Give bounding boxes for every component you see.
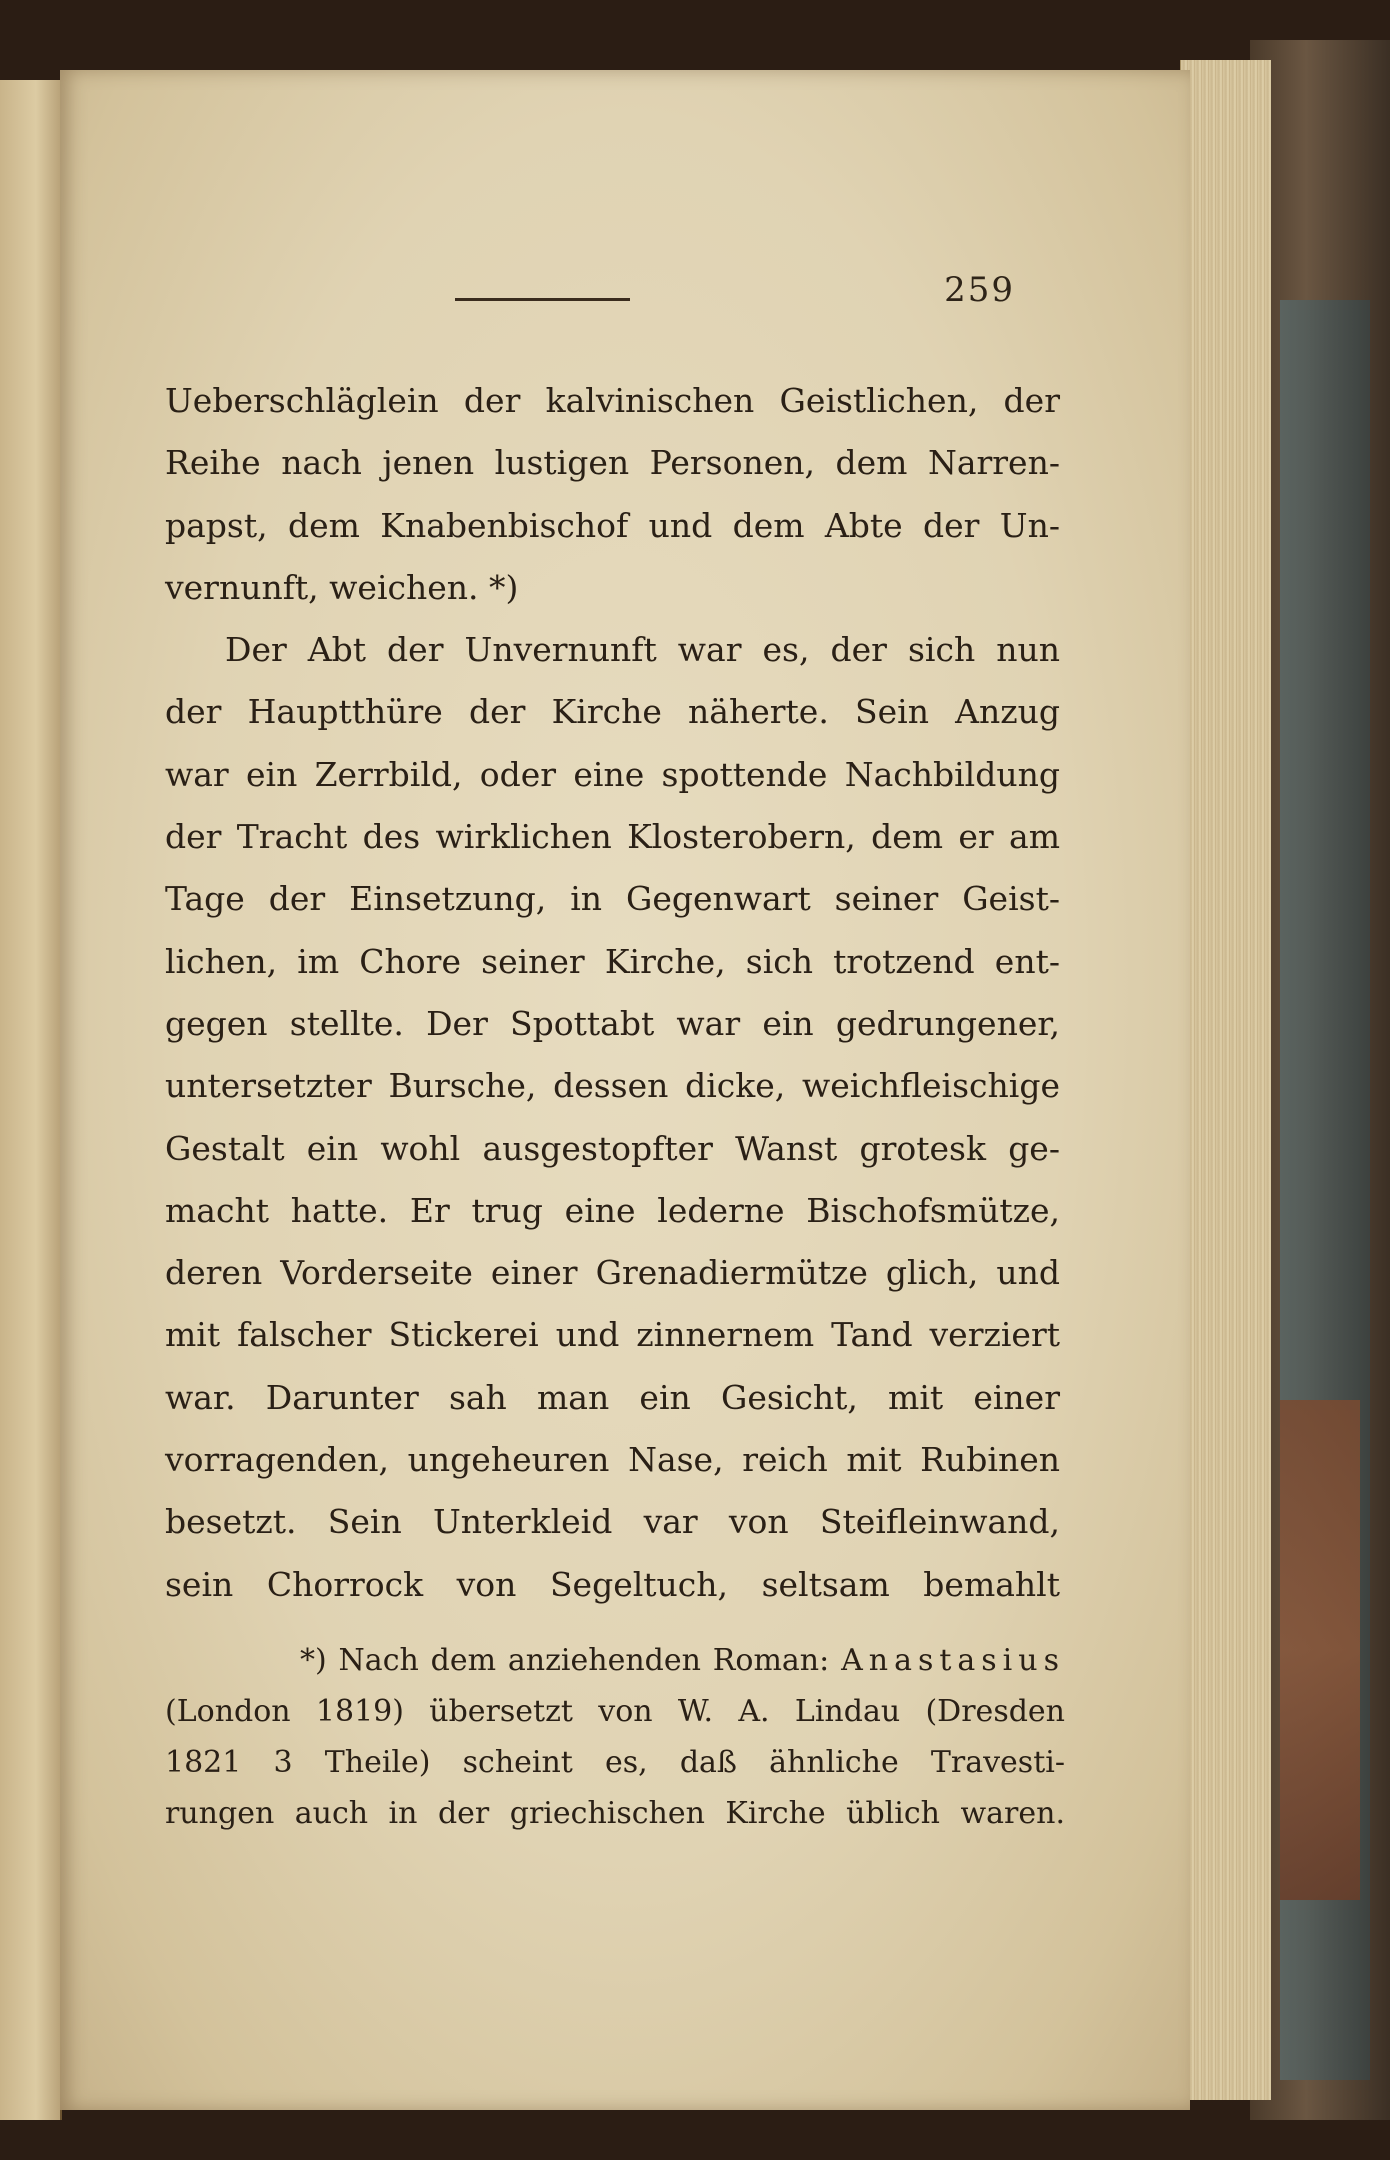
- text-line: macht hatte. Er trug eine lederne Bischofsmütze,: [165, 1190, 1060, 1230]
- footnote-line: [165, 1635, 1065, 1686]
- text-line: Gestalt ein wohl ausgestopfter Wanst grotesk ge-: [165, 1128, 1060, 1168]
- text-line: Tage der Einsetzung, in Gegenwart seiner Geist-: [165, 879, 1060, 919]
- text-line: vorragenden, ungeheuren Nase, reich mit Rubinen: [165, 1440, 1060, 1480]
- text-line: der Hauptthüre der Kirche näherte. Sein Anzug: [165, 692, 1060, 732]
- text-line: gegen stellte. Der Spottabt war ein gedrungener,: [165, 1003, 1060, 1043]
- text-line: war. Darunter sah man ein Gesicht, mit einer: [165, 1377, 1060, 1417]
- text-line: besetzt. Sein Unterkleid var von Steifleinwand,: [165, 1502, 1060, 1542]
- left-page-edge: [0, 80, 62, 2120]
- text-line: Reihe nach jenen lustigen Personen, dem Narren-: [165, 443, 1060, 483]
- footnote: [165, 1635, 1065, 1839]
- text-line: sein Chorrock von Segeltuch, seltsam bemahlt: [165, 1564, 1060, 1604]
- text-line: Ueberschläglein der kalvinischen Geistlichen, der: [165, 381, 1060, 420]
- cover-leather-patch: [1280, 1400, 1360, 1900]
- text-line: Der Abt der Unvernunft war es, der sich nun: [225, 630, 1060, 670]
- page-stack-edges: [1180, 60, 1271, 2100]
- text-line: papst, dem Knabenbischof und dem Abte der Un-: [165, 505, 1060, 545]
- text-line: der Tracht des wirklichen Klosterobern, dem er am: [165, 817, 1060, 857]
- text-line: untersetzter Bursche, dessen dicke, weichfleischige: [165, 1066, 1060, 1106]
- text-line: mit falscher Stickerei und zinnernem Tand verziert: [165, 1315, 1060, 1355]
- footnote-line: (London 1819) übersetzt von W. A. Lindau (Dresden: [165, 1694, 1065, 1729]
- text-line: vernunft, weichen. *): [165, 567, 519, 607]
- page-number: 259: [944, 270, 1015, 310]
- header-rule: [455, 298, 630, 301]
- page-header: [455, 270, 1015, 330]
- book-page: [60, 70, 1190, 2110]
- text-line: war ein Zerrbild, oder eine spottende Nachbildung: [165, 754, 1060, 794]
- footnote-title: Anastasius: [841, 1643, 1065, 1678]
- body-text: [165, 370, 1060, 1616]
- footnote-line: rungen auch in der griechischen Kirche üblich waren.: [165, 1796, 1065, 1831]
- footnote-line: 1821 3 Theile) scheint es, daß ähnliche Travesti-: [165, 1745, 1065, 1780]
- text-line: deren Vorderseite einer Grenadiermütze glich, und: [165, 1253, 1060, 1293]
- text-line: lichen, im Chore seiner Kirche, sich trotzend ent-: [165, 941, 1060, 981]
- footnote-text: *) Nach dem anziehenden Roman:: [300, 1643, 830, 1678]
